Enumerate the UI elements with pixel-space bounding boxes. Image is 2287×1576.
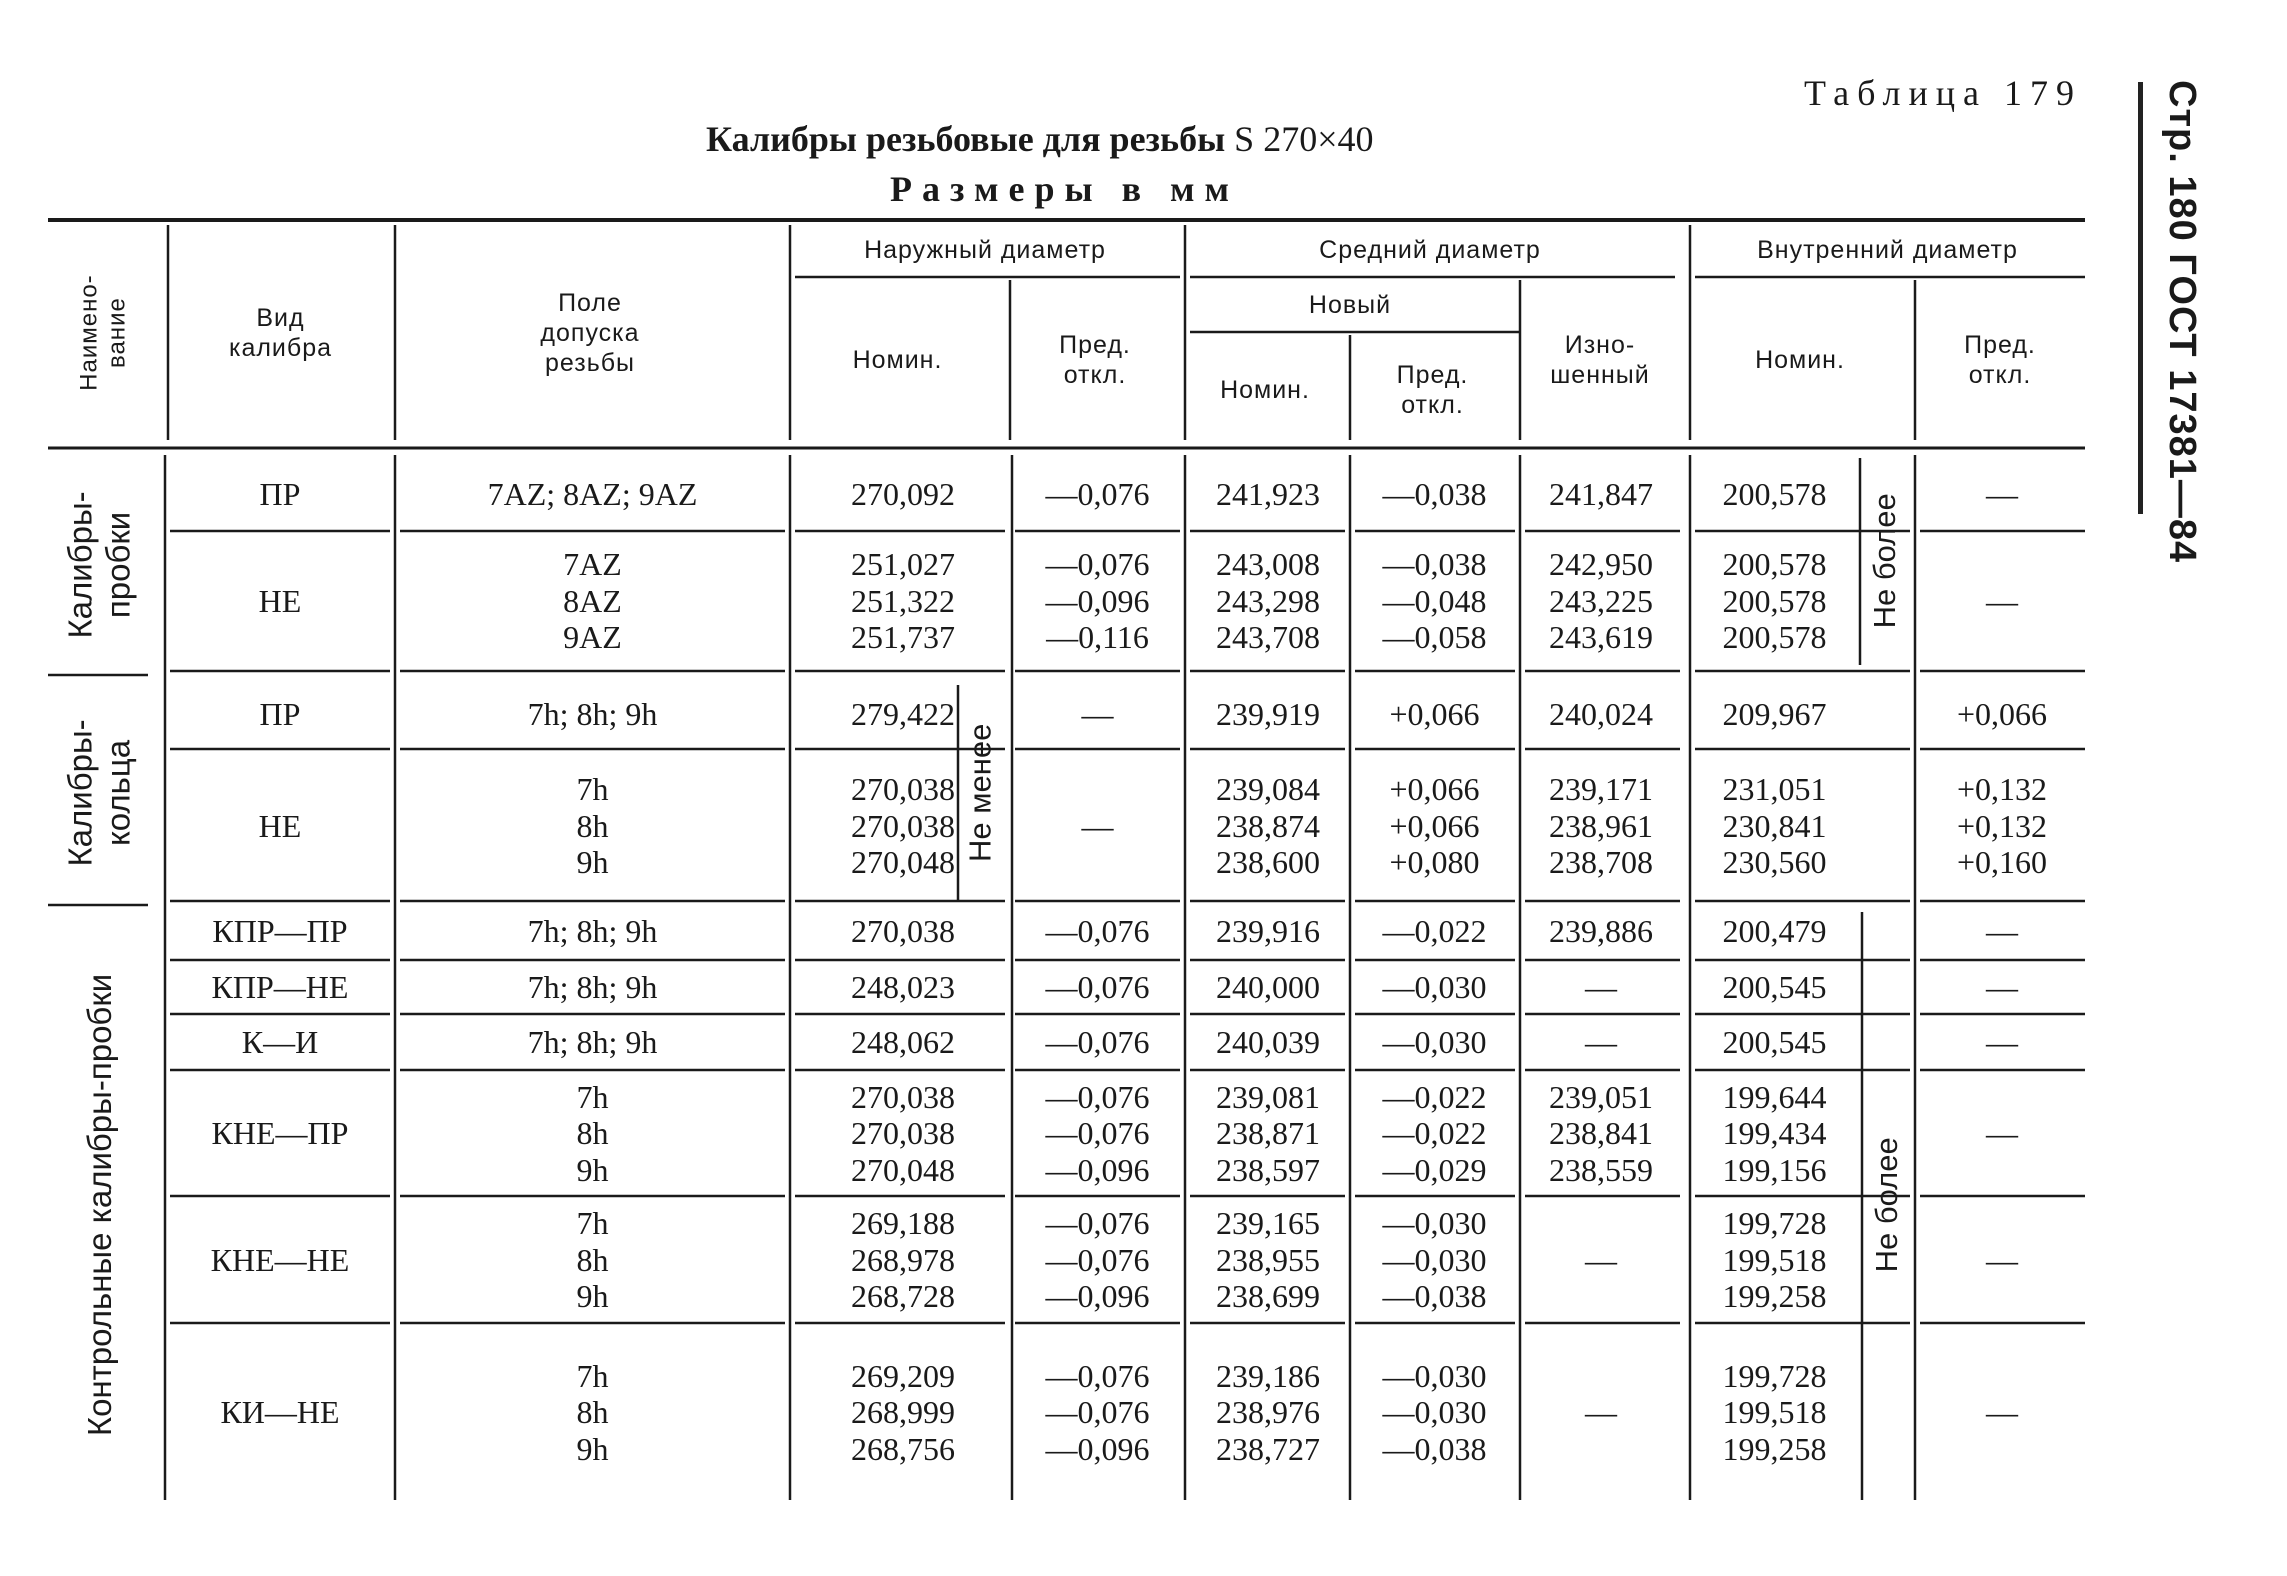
cell-tolerance: 7h; 8h; 9h [527,968,658,1005]
cell-outer-nomin: 248,023 [851,968,955,1005]
header-outer-nomin: Номин. [852,346,943,374]
cell-worn: 239,171 238,961 238,708 [1549,771,1653,881]
note-ne-menee-rings: Не менее [962,723,998,862]
table-number: Таблица 179 [1804,73,2082,113]
cell-middle-dev: —0,038 —0,048 —0,058 [1382,546,1487,656]
cell-outer-dev: —0,076 [1045,968,1150,1005]
note-ne-bolee-control: Не более [1869,1137,1905,1273]
cell-tolerance: 7h 8h 9h [576,1357,609,1467]
cell-outer-dev: —0,076 —0,076 —0,096 [1045,1357,1150,1467]
cell-inner-dev: +0,066 [1956,695,2048,732]
cell-middle-nomin: 239,186 238,976 238,727 [1216,1357,1320,1467]
cell-outer-dev: —0,076 [1045,1023,1150,1060]
cell-inner-nomin: 200,578 [1722,475,1827,512]
cell-outer-dev: —0,076 —0,076 —0,096 [1045,1078,1150,1188]
header-new-nomin: Номин. [1220,376,1310,404]
cell-kind: НЕ [258,807,302,844]
cell-middle-nomin: 240,000 [1216,968,1320,1005]
header-kind: Вид калибра [228,303,333,362]
cell-worn: 240,024 [1549,695,1653,732]
cell-kind: КИ—НЕ [220,1394,340,1431]
cell-inner-dev: — [1986,475,2018,512]
cell-outer-nomin: 269,209 268,999 268,756 [851,1357,955,1467]
cell-inner-nomin: 199,644 199,434 199,156 [1722,1078,1827,1188]
cell-worn: 239,886 [1549,913,1653,950]
header-new: Новый [1308,291,1392,319]
cell-outer-nomin: 270,038 [851,913,955,950]
cell-worn: — [1585,1394,1617,1431]
cell-inner-dev: — [1986,582,2018,619]
cell-kind: КПР—НЕ [211,968,349,1005]
cell-inner-dev: — [1986,1115,2018,1152]
cell-inner-nomin: 200,578 200,578 200,578 [1722,546,1827,656]
cell-outer-nomin: 270,038 270,038 270,048 [851,1078,955,1188]
cell-outer-dev: —0,076 [1045,475,1150,512]
cell-inner-nomin: 200,545 [1722,968,1827,1005]
cell-middle-dev: +0,066 [1389,695,1480,732]
cell-inner-dev: +0,132 +0,132 +0,160 [1956,771,2048,881]
header-name: Наимено- вание [75,274,130,391]
cell-outer-dev: —0,076 —0,096 —0,116 [1045,546,1150,656]
cell-middle-dev: —0,030 [1382,968,1487,1005]
cell-outer-dev: — [1081,695,1114,732]
cell-inner-dev: — [1986,1241,2018,1278]
page-reference: Стр. 180 ГОСТ 17381—84 [2161,80,2203,564]
cell-worn: — [1585,1241,1617,1278]
cell-middle-nomin: 239,165 238,955 238,699 [1216,1205,1320,1315]
cell-tolerance: 7h; 8h; 9h [527,695,658,732]
title-dims: S 270×40 [1234,119,1374,159]
header-outer-diameter: Наружный диаметр [864,236,1106,264]
group-control: Контрольные калибры-пробки [81,973,119,1437]
cell-middle-dev: —0,038 [1382,475,1487,512]
cell-outer-dev: — [1081,807,1114,844]
units-subtitle: Размеры в мм [890,169,1240,209]
cell-outer-nomin: 248,062 [851,1023,955,1060]
cell-inner-nomin: 231,051 230,841 230,560 [1722,771,1827,881]
cell-kind: НЕ [258,582,302,619]
cell-outer-nomin: 279,422 [851,695,955,732]
cell-outer-nomin: 270,038 270,038 270,048 [851,771,955,881]
cell-middle-nomin: 240,039 [1216,1023,1320,1060]
cell-outer-dev: —0,076 —0,076 —0,096 [1045,1205,1150,1315]
cell-inner-dev: — [1986,1394,2018,1431]
cell-middle-dev: —0,030 [1382,1023,1487,1060]
cell-kind: КНЕ—ПР [211,1115,349,1152]
cell-middle-dev: +0,066 +0,066 +0,080 [1389,771,1480,881]
cell-inner-nomin: 199,728 199,518 199,258 [1722,1205,1827,1315]
cell-worn: — [1585,968,1617,1005]
group-plugs: Калибры- пробки [62,491,138,639]
cell-middle-nomin: 239,919 [1216,695,1320,732]
cell-inner-nomin: 200,479 [1722,913,1827,950]
cell-outer-nomin: 270,092 [851,475,955,512]
cell-kind: К—И [241,1023,319,1060]
header-inner-diameter: Внутренний диаметр [1757,236,2018,264]
cell-outer-dev: —0,076 [1045,913,1150,950]
cell-middle-dev: —0,030 —0,030 —0,038 [1382,1205,1487,1315]
cell-kind: КПР—ПР [212,913,348,950]
cell-tolerance: 7AZ; 8AZ; 9AZ [487,475,698,512]
cell-inner-dev: — [1986,1023,2018,1060]
cell-middle-nomin: 241,923 [1216,475,1320,512]
cell-inner-nomin: 199,728 199,518 199,258 [1722,1357,1827,1467]
title-text: Калибры резьбовые для резьбы [706,119,1226,159]
note-ne-bolee-plugs: Не более [1867,492,1903,629]
cell-tolerance: 7h; 8h; 9h [527,1023,658,1060]
header-outer-dev: Пред. откл. [1059,331,1131,389]
cell-worn: 242,950 243,225 243,619 [1549,546,1653,656]
cell-middle-nomin: 239,081 238,871 238,597 [1216,1078,1320,1188]
cell-middle-dev: —0,022 —0,022 —0,029 [1382,1078,1487,1188]
cell-tolerance: 7h 8h 9h [576,1205,609,1315]
cell-kind: КНЕ—НЕ [210,1241,350,1278]
cell-middle-dev: —0,030 —0,030 —0,038 [1382,1357,1487,1467]
group-rings: Калибры- кольца [62,718,138,867]
cell-tolerance: 7h 8h 9h [576,771,609,881]
cell-tolerance: 7h 8h 9h [576,1078,609,1188]
cell-worn: 241,847 [1549,475,1653,512]
cell-tolerance: 7AZ 8AZ 9AZ [563,546,622,656]
cell-kind: ПР [259,475,301,512]
header-inner-dev: Пред. откл. [1964,331,2036,389]
cell-inner-dev: — [1986,913,2018,950]
cell-worn: 239,051 238,841 238,559 [1549,1078,1653,1188]
cell-inner-nomin: 209,967 [1722,695,1827,732]
cell-middle-nomin: 239,916 [1216,913,1320,950]
cell-middle-nomin: 239,084 238,874 238,600 [1216,771,1320,881]
header-worn: Изно- шенный [1550,331,1650,389]
cell-middle-dev: —0,022 [1382,913,1487,950]
header-tolerance: Поле допуска резьбы [540,288,640,377]
cell-outer-nomin: 269,188 268,978 268,728 [851,1205,955,1315]
header-inner-nomin: Номин. [1755,346,1845,374]
header-new-dev: Пред. откл. [1396,361,1469,419]
cell-worn: — [1585,1023,1617,1060]
cell-inner-nomin: 200,545 [1722,1023,1827,1060]
header-middle-diameter: Средний диаметр [1319,236,1541,264]
cell-tolerance: 7h; 8h; 9h [527,913,658,950]
cell-kind: ПР [259,695,301,732]
cell-inner-dev: — [1986,968,2018,1005]
cell-outer-nomin: 251,027 251,322 251,737 [851,546,955,656]
cell-middle-nomin: 243,008 243,298 243,708 [1216,546,1320,656]
